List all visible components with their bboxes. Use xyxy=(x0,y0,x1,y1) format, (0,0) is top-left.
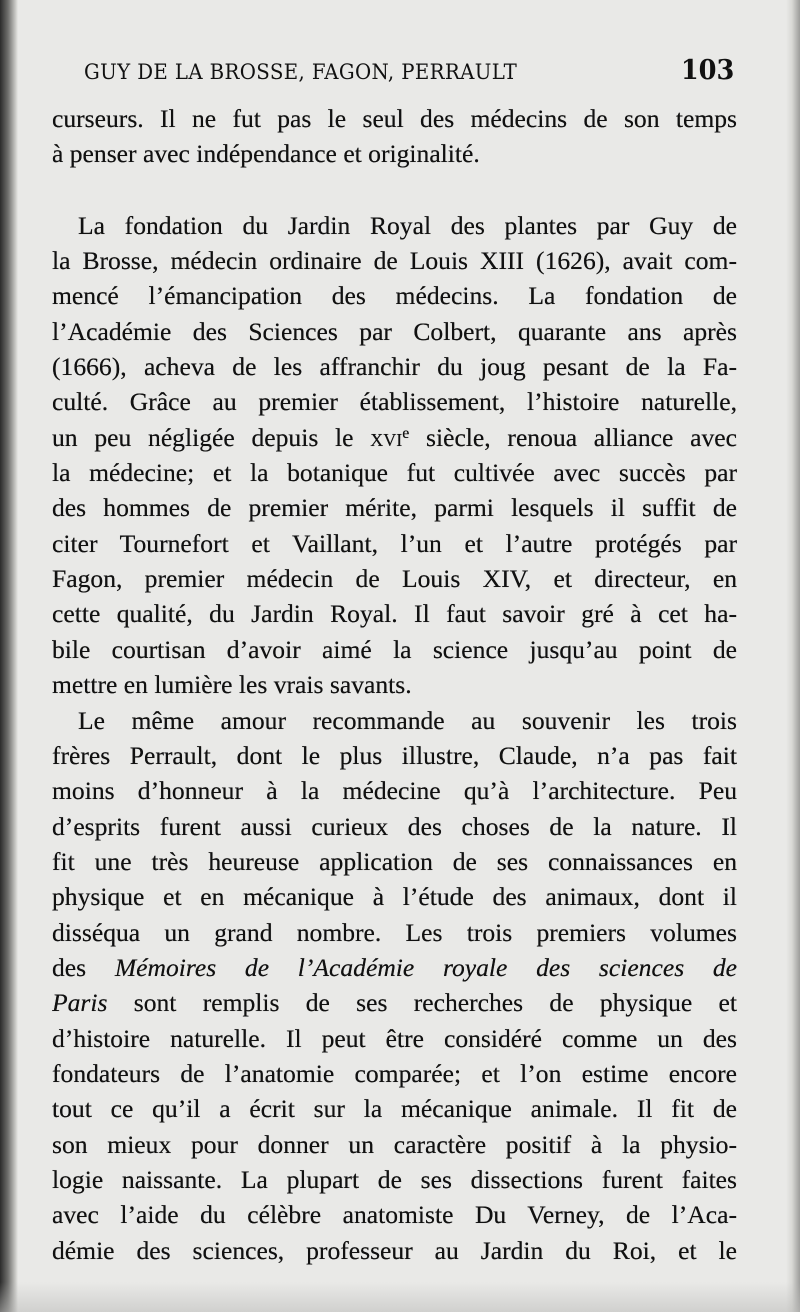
text-fragment: siècle, renoua alliance avec xyxy=(409,422,737,452)
page-right-edge-shadow xyxy=(786,0,800,1312)
text-line: physique et en mécanique à l’étude des animaux, dont il xyxy=(52,882,737,912)
text-line: son mieux pour donner un caractère positif à la physio- xyxy=(52,1129,737,1159)
text-line: mettre en lumière les vrais savants. xyxy=(52,670,412,700)
paragraph-gap xyxy=(52,172,737,208)
text-line: Fagon, premier médecin de Louis XIV, et directeur, en xyxy=(52,564,737,594)
text-line: moins d’honneur à la médecine qu’à l’architecture. Peu xyxy=(52,776,737,806)
italic-title: Paris xyxy=(52,988,108,1018)
text-line: disséqua un grand nombre. Les trois premiers volumes xyxy=(52,917,737,947)
superscript: e xyxy=(402,424,410,442)
running-header xyxy=(84,52,734,84)
text-line xyxy=(52,950,737,985)
text-line: des hommes de premier mérite, parmi lesquels il suffit de xyxy=(52,493,737,523)
text-line: avec l’aide du célèbre anatomiste Du Verney, de l’Aca- xyxy=(52,1200,737,1230)
text-line: La fondation du Jardin Royal des plantes par Guy de xyxy=(78,210,737,240)
text-line: Le même amour recommande au souvenir les trois xyxy=(78,705,737,735)
text-line: l’Académie des Sciences par Colbert, quarante ans après xyxy=(52,316,737,346)
text-line: la Brosse, médecin ordinaire de Louis XIII (1626), avait com- xyxy=(52,246,737,276)
text-line: frères Perrault, dont le plus illustre, Claude, n’a pas fait xyxy=(52,740,737,770)
text-line: démie des sciences, professeur au Jardin du Roi, et le xyxy=(52,1235,737,1265)
text-line: d’histoire naturelle. Il peut être considéré comme un des xyxy=(52,1023,737,1053)
text-line: curseurs. Il ne fut pas le seul des médecins de son temps xyxy=(52,104,737,133)
text-line: mencé l’émancipation des médecins. La fondation de xyxy=(52,281,737,311)
page-bottom-shadow xyxy=(0,1282,800,1312)
text-line xyxy=(52,985,737,1020)
text-fragment: un peu négligée depuis le xyxy=(52,422,371,452)
book-text xyxy=(52,101,737,1268)
text-line: bile courtisan d’avoir aimé la science jusqu’au point de xyxy=(52,634,737,664)
text-line: fondateurs de l’anatomie comparée; et l’on estime encore xyxy=(52,1058,737,1088)
text-line: fit une très heureuse application de ses connaissances en xyxy=(52,846,737,876)
paragraph-jardin-royal xyxy=(52,208,737,703)
text-line: citer Tournefort et Vaillant, l’un et l’autre protégés par xyxy=(52,528,737,558)
text-line: logie naissante. La plupart de ses dissections furent faites xyxy=(52,1164,737,1194)
paragraph-continuation xyxy=(52,101,737,172)
text-line: à penser avec indépendance et originalité. xyxy=(52,139,480,169)
page-left-edge-shadow xyxy=(0,0,18,1312)
text-line: cette qualité, du Jardin Royal. Il faut savoir gré à cet ha- xyxy=(52,599,737,629)
text-fragment: des xyxy=(52,952,115,982)
text-line: tout ce qu’il a écrit sur la mécanique animale. Il fit de xyxy=(52,1094,737,1124)
italic-title: Mémoires de l’Académie royale des sciences de xyxy=(114,952,737,982)
text-line: (1666), acheva de les affranchir du joug pesant de la Fa- xyxy=(52,352,737,382)
century-numeral: xvi xyxy=(370,422,403,452)
text-line: culté. Grâce au premier établissement, l’histoire naturelle, xyxy=(52,387,737,417)
text-fragment: sont remplis de ses recherches de physique et xyxy=(107,988,737,1018)
text-line xyxy=(52,420,737,455)
text-line: d’esprits furent aussi curieux des choses de la nature. Il xyxy=(52,811,737,841)
paragraph-perrault xyxy=(52,703,737,1269)
page-number: 103 xyxy=(680,55,734,86)
running-title: GUY DE LA BROSSE, FAGON, PERRAULT xyxy=(84,60,518,84)
text-line: la médecine; et la botanique fut cultivée avec succès par xyxy=(52,458,737,488)
